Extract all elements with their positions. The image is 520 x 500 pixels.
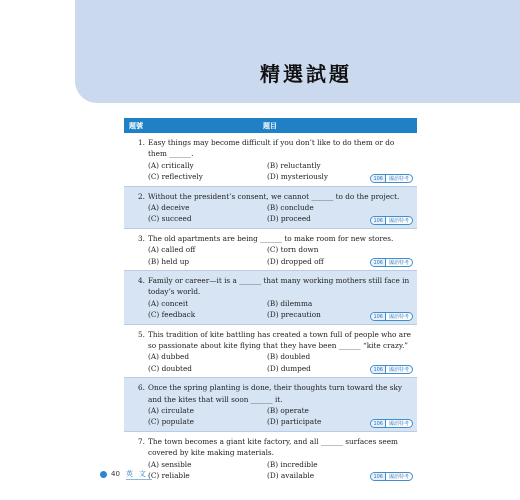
page-footer [100, 468, 152, 480]
answer-option: (B) conclude [267, 203, 314, 212]
exam-year: 106 [371, 366, 386, 373]
answer-option: (B) held up [148, 256, 190, 266]
answer-option: (A) called off [148, 245, 196, 255]
answer-option: (A) sensible [148, 459, 192, 469]
exam-source-tag [370, 472, 413, 481]
question-number: 5. [138, 329, 145, 339]
exam-name: 國語特考 [388, 217, 409, 224]
answer-option: (C) reflectively [148, 172, 203, 182]
question-row [124, 431, 417, 485]
exam-source-tag [370, 216, 413, 225]
header-number: 題號 [129, 122, 143, 130]
question-stem: Without the president’s consent, we cannot ______ to do the project. [148, 191, 400, 201]
answer-option: (A) dubbed [148, 352, 189, 362]
option-row [148, 405, 411, 416]
question-row [124, 324, 417, 378]
exam-name: 國語特考 [388, 367, 409, 374]
exam-source-tag [370, 258, 413, 267]
answer-option: (C) populate [148, 417, 194, 427]
question-stem: Easy things may become difficult if you don’t like to do them or do them ______. [148, 138, 397, 159]
answer-option: (A) deceive [148, 203, 190, 212]
option-row [148, 160, 411, 171]
exam-source-tag [370, 174, 413, 183]
answer-option: (B) incredible [267, 459, 318, 469]
question-stem: This tradition of kite battling has created a town full of people who are so passionate about kite flying that they have been ______ “kite crazy.” [148, 329, 414, 350]
answer-option: (D) dumped [267, 363, 311, 373]
answer-option: (C) torn down [267, 245, 319, 255]
answer-option: (C) feedback [148, 310, 196, 320]
answer-option: (D) participate [267, 417, 322, 427]
question-stem: The town becomes a giant kite factory, and all ______ surfaces seem covered by kite making materials. [148, 436, 401, 458]
exam-year: 106 [371, 473, 386, 480]
answer-option: (A) critically [148, 160, 194, 170]
answer-option: (A) conceit [148, 298, 189, 308]
exam-name: 國語特考 [388, 420, 409, 427]
question-row [124, 228, 417, 270]
question-number: 3. [138, 233, 145, 243]
exam-year: 106 [371, 175, 386, 182]
answer-option: (D) dropped off [267, 256, 324, 266]
option-row [148, 202, 411, 213]
exam-source-tag [370, 312, 413, 321]
option-row [148, 351, 411, 362]
answer-option: (B) dilemma [267, 298, 313, 308]
exam-name: 國語特考 [388, 313, 409, 320]
question-row [124, 133, 417, 186]
question-row [124, 377, 417, 431]
option-row [148, 244, 411, 255]
title-banner [75, 0, 520, 103]
answer-option: (D) mysteriously [267, 172, 329, 182]
exam-name: 國語特考 [388, 259, 409, 266]
question-rows [124, 133, 417, 484]
answer-option: (C) succeed [148, 214, 192, 224]
answer-option: (D) proceed [267, 214, 311, 224]
answer-option: (B) reluctantly [267, 160, 321, 170]
answer-option: (A) circulate [148, 405, 194, 415]
answer-option: (B) doubled [267, 352, 311, 362]
question-stem: Family or career—it is a ______ that many working mothers still face in today’s world. [148, 275, 412, 297]
table-header [124, 118, 417, 133]
exam-year: 106 [371, 259, 386, 266]
question-table [124, 118, 417, 484]
question-number: 6. [138, 383, 145, 393]
header-question: 題目 [263, 122, 277, 130]
exam-year: 106 [371, 420, 386, 427]
answer-option: (C) doubted [148, 363, 192, 373]
page-marker-icon [100, 471, 107, 478]
question-stem: The old apartments are being ______ to make room for new stores. [148, 233, 394, 243]
question-row [124, 270, 417, 324]
answer-option: (D) available [267, 470, 315, 480]
question-number: 7. [138, 436, 145, 446]
question-number: 2. [138, 191, 145, 201]
question-number: 1. [138, 138, 145, 147]
page-number: 40 [111, 470, 120, 478]
question-row [124, 186, 417, 228]
question-number: 4. [138, 275, 145, 285]
answer-option: (B) operate [267, 405, 309, 415]
answer-option: (C) reliable [148, 470, 190, 480]
exam-year: 106 [371, 313, 386, 320]
question-stem: Once the spring planting is done, their thoughts turn toward the sky and the kites that will soon ______ it. [148, 383, 405, 404]
exam-source-tag [370, 419, 413, 428]
answer-option: (D) precaution [267, 310, 321, 320]
exam-source-tag [370, 365, 413, 374]
subject-label: 英文 [125, 469, 152, 478]
exam-name: 國語特考 [388, 175, 409, 182]
exam-name: 國語特考 [388, 474, 409, 481]
option-row [148, 459, 411, 470]
option-row [148, 298, 411, 309]
exam-year: 106 [371, 217, 386, 224]
page-title: 精選試題 [260, 62, 352, 86]
